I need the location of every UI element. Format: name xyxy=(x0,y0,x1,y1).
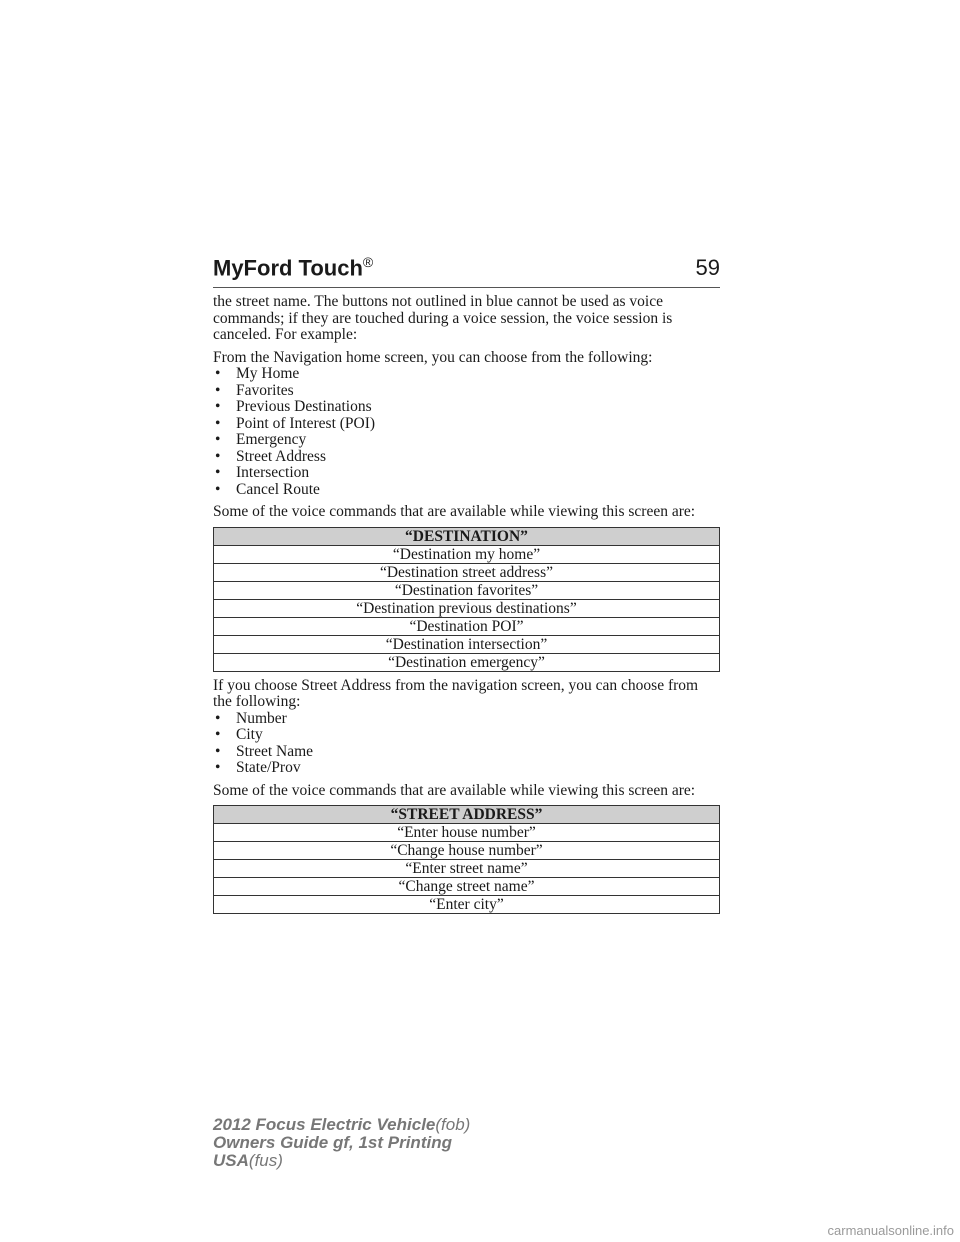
intro-paragraph: the street name. The buttons not outlined in blue cannot be used as voice commands; if they are touched during a voice session, the voice session is canceled. For example: xyxy=(213,293,673,343)
list-item: • Number xyxy=(213,711,720,728)
list-item: • Favorites xyxy=(213,383,720,400)
watermark: carmanualsonline.info xyxy=(827,1223,954,1238)
table-header: “STREET ADDRESS” xyxy=(214,806,720,824)
list-item: • Emergency xyxy=(213,432,720,449)
page-content xyxy=(213,294,720,920)
street-options-list xyxy=(213,711,720,777)
street-choice-paragraph: If you choose Street Address from the navigation screen, you can choose from the following: xyxy=(213,676,699,710)
nav-home-paragraph: From the Navigation home screen, you can choose from the following: xyxy=(213,348,653,366)
table-row: “Destination emergency” xyxy=(214,653,720,671)
street-address-commands-table xyxy=(213,805,720,914)
voice-commands-paragraph-2: Some of the voice commands that are available while viewing this screen are: xyxy=(213,781,696,799)
table-row: “Change house number” xyxy=(214,842,720,860)
table-row: “Destination POI” xyxy=(214,617,720,635)
list-item: • Previous Destinations xyxy=(213,399,720,416)
page-number: 59 xyxy=(695,255,720,280)
table-header: “DESTINATION” xyxy=(214,527,720,545)
list-item: • City xyxy=(213,727,720,744)
footer-market: USA xyxy=(213,1151,249,1170)
list-item: • Point of Interest (POI) xyxy=(213,416,720,433)
page-header xyxy=(213,255,720,288)
list-item: • My Home xyxy=(213,366,720,383)
table-row: “Destination street address” xyxy=(214,563,720,581)
table-row: “Destination previous destinations” xyxy=(214,599,720,617)
table-row: “Destination my home” xyxy=(214,545,720,563)
table-row: “Destination favorites” xyxy=(214,581,720,599)
table-row: “Destination intersection” xyxy=(214,635,720,653)
footer-guide: Owners Guide gf, 1st Printing xyxy=(213,1133,452,1152)
table-row: “Enter city” xyxy=(214,896,720,914)
table-row: “Enter street name” xyxy=(214,860,720,878)
footer-vehicle: 2012 Focus Electric Vehicle xyxy=(213,1115,436,1134)
print-footer xyxy=(213,1116,470,1170)
voice-commands-paragraph: Some of the voice commands that are available while viewing this screen are: xyxy=(213,503,696,520)
list-item: • Street Name xyxy=(213,744,720,761)
footer-market-code: (fus) xyxy=(248,1151,283,1170)
list-item: • Cancel Route xyxy=(213,482,720,499)
registered-mark: ® xyxy=(362,253,374,270)
list-item: • Intersection xyxy=(213,465,720,482)
list-item: • Street Address xyxy=(213,449,720,466)
table-row: “Change street name” xyxy=(214,878,720,896)
list-item: • State/Prov xyxy=(213,760,720,777)
nav-options-list xyxy=(213,366,720,498)
destination-commands-table xyxy=(213,527,720,672)
table-row: “Enter house number” xyxy=(214,824,720,842)
section-title: MyFord Touch® xyxy=(213,253,374,280)
footer-vehicle-code: (fob) xyxy=(435,1115,471,1134)
